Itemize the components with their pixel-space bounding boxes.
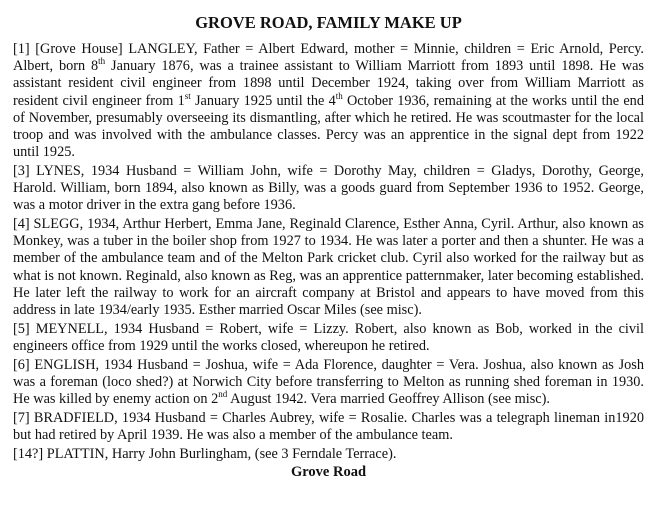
ordinal-suffix: st [184, 90, 191, 101]
entry-text: [4] SLEGG, 1934, Arthur Herbert, Emma Jane, Reginald Clarence, Esther Anna, Cyril. Arthur, also known as Monkey, was a tuber in the boiler shop from 1927 to 1934. He was later a porter and then a shunter. He was a member of the ambulance team and of the Melton Park cricket club. Cyril also worked for the railway but as what is not known. Reginald, also known as Reg, was an apprentice patternmaker, later becoming established. He later left the railway to work for an aircraft company at Bristol and appears to have moved from this address in late 1934/early 1935. Esther married Oscar Miles (see misc). [13, 216, 644, 319]
entry-text: [7] BRADFIELD, 1934 Husband = Charles Aubrey, wife = Rosalie. Charles was a telegraph lineman in1920 but had retired by April 1939. He was also a member of the ambulance team. [13, 409, 644, 443]
document-footer: Grove Road [290, 464, 367, 481]
entry-text: [1] [Grove House] LANGLEY, Father = Albert Edward, mother = Minnie, children = Eric Arnold, Percy. Albert, born 8 [13, 41, 644, 75]
entry-meynell [13, 321, 644, 355]
entry-text: October 1936, remaining at the works until the end of November, presumably overseeing its dismantling, after which he retired. He was scoutmaster for the local troop and was involved with the ambulance classes. Percy was an apprentice in the signal dept from 1922 until 1925. [13, 92, 644, 161]
entry-text: January 1876, was a trainee assistant to William Marriott from 1893 until 1898. He was assistant resident civil engineer from 1898 until December 1924, taking over from William Marriott as resident civil engineer from 1 [13, 58, 644, 109]
entry-plattin [13, 446, 644, 463]
entry-slegg [13, 216, 644, 319]
entry-text: [5] MEYNELL, 1934 Husband = Robert, wife = Lizzy. Robert, also known as Bob, worked in the civil engineers office from 1929 until the works closed, whereupon he retired. [13, 320, 644, 354]
entry-english [13, 357, 644, 409]
entry-text: August 1942. Vera married Geoffrey Allison (see misc). [227, 391, 550, 408]
entry-lynes [13, 163, 644, 215]
ordinal-suffix: nd [218, 389, 228, 400]
entry-text: [14?] PLATTIN, Harry John Burlingham, (see 3 Ferndale Terrace). [13, 445, 397, 462]
entry-bradfield [13, 410, 644, 444]
entry-text: January 1925 until the 4 [190, 92, 336, 109]
family-entries [13, 41, 644, 463]
entry-text: [3] LYNES, 1934 Husband = William John, wife = Dorothy May, children = Gladys, Dorothy, George, Harold. William, born 1894, also known as Billy, was a goods guard from September 1936 to 1952. George, was a motor driver in the extra gang before 1936. [13, 162, 644, 214]
document-title: GROVE ROAD, FAMILY MAKE UP [195, 13, 462, 32]
ordinal-suffix: th [98, 56, 106, 67]
entry-text: [6] ENGLISH, 1934 Husband = Joshua, wife = Ada Florence, daughter = Vera. Joshua, also known as Josh was a foreman (loco shed?) at Norwich City before transferring to Melton as running shed foreman in 1930. He was killed by enemy action on 2 [13, 356, 644, 408]
entry-langley [13, 41, 644, 161]
ordinal-suffix: th [335, 90, 343, 101]
